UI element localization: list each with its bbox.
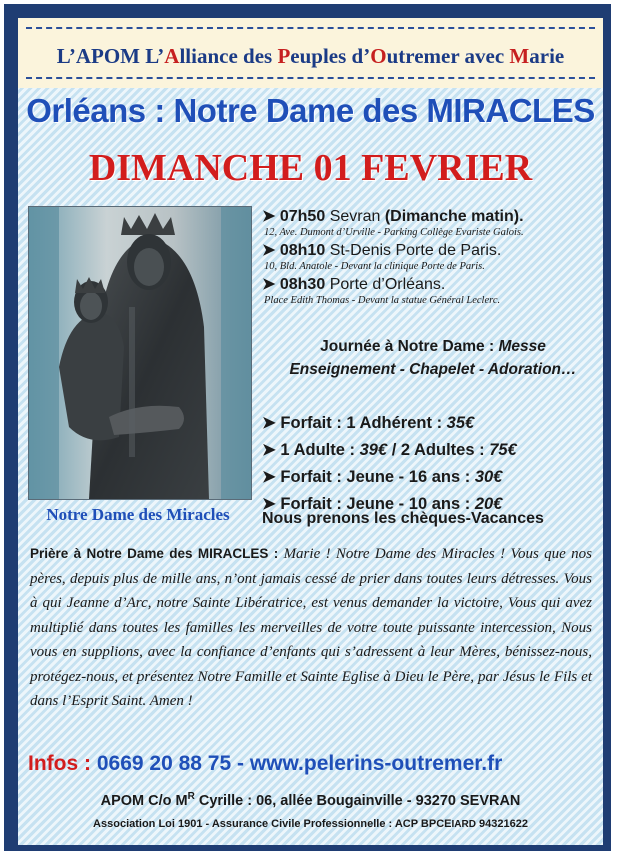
price-list [262, 410, 603, 518]
header-banner [18, 18, 603, 88]
price-item: ➤ Forfait : 1 Adhérent : 35€ [262, 414, 475, 432]
website-link[interactable]: www.pelerins-outremer.fr [249, 752, 503, 775]
arrow-right-icon: ➤ [262, 441, 281, 459]
arrow-right-icon: ➤ [262, 208, 280, 225]
event-date: DIMANCHE 01 FEVRIER [88, 147, 533, 189]
association-info: Association Loi 1901 - Assurance Civile Professionnelle : ACP BPCEIARD 94321622 [93, 818, 528, 830]
postal-address: APOM C/o $M^R$ Cyrille : 06, allée Bougainville - 93270 SEVRAN [100, 791, 521, 809]
arrow-right-icon: ➤ [262, 414, 281, 432]
madonna-statue-image [29, 207, 251, 499]
contact-line: Infos : 0669 20 88 75 - www.pelerins-outremer.fr [28, 752, 503, 775]
schedule-item: ➤ 08h10 St-Denis Porte de Paris. 10, Bld. Anatole - Devant la clinique Porte de Paris. [262, 240, 603, 272]
header-divider-bottom [26, 77, 595, 79]
schedule-address: 10, Bld. Anatole - Devant la clinique Porte de Paris. [264, 261, 485, 272]
schedule-item: ➤ 08h30 Porte d’Orléans. Place Edith Thomas - Devant la statue Général Leclerc. [262, 274, 603, 306]
header-title: L’APOM L’Alliance des Peuples d’Outremer avec Marie [56, 44, 565, 68]
arrow-right-icon: ➤ [262, 495, 281, 513]
arrow-right-icon: ➤ [262, 276, 280, 293]
poster [18, 18, 603, 845]
price-item: ➤ Forfait : Jeune - 10 ans : 20€ [262, 495, 503, 513]
schedule-address: 12, Ave. Dumont d’Urville - Parking Collège Evariste Galois. [264, 227, 524, 238]
arrow-right-icon: ➤ [262, 242, 280, 259]
statue-photo [28, 206, 252, 500]
schedule-item: ➤ 07h50 Sevran (Dimanche matin). 12, Ave. Dumont d’Urville - Parking Collège Evariste Galois. [262, 206, 603, 238]
price-item: ➤ 1 Adulte : 39€ / 2 Adultes : 75€ [262, 441, 517, 459]
header-divider-top [26, 27, 595, 29]
prayer-text: Prière à Notre Dame des MIRACLES : Marie ! Notre Dame des Miracles ! Vous que nos pères, depuis plus de mille ans, n’ont jamais cessé de prier dans toutes leurs détresses. Vous à qui Jeanne d’Arc, notre Sainte Libératrice, est venus demander la victoire, Vous qui avez multiplié dans toutes les familles les merveilles de votre toute puissante intercession, Nous vous en supplions, avec la confiance d’enfants qui s’adressent à leur Mères, bénissez-nous, protégez-nous, et présentez Notre Famille et Sainte Eglise à Dieu le Père, par Jésus le Fils et dans l’Esprit Saint. Amen ! [30, 546, 592, 709]
phone-number: 0669 20 88 75 [96, 752, 232, 775]
schedule-address: Place Edith Thomas - Devant la statue Général Leclerc. [264, 295, 501, 306]
day-program: Journée à Notre Dame : Messe Enseignement - Chapelet - Adoration… [289, 338, 577, 378]
arrow-right-icon: ➤ [262, 468, 281, 486]
photo-caption: Notre Dame des Miracles [46, 505, 230, 524]
departure-schedule [262, 206, 603, 308]
price-item: ➤ Forfait : Jeune - 16 ans : 30€ [262, 468, 503, 486]
payment-note: Nous prenons les chèques-Vacances [262, 510, 544, 527]
page-title: Orléans : Notre Dame des MIRACLES [26, 92, 595, 129]
